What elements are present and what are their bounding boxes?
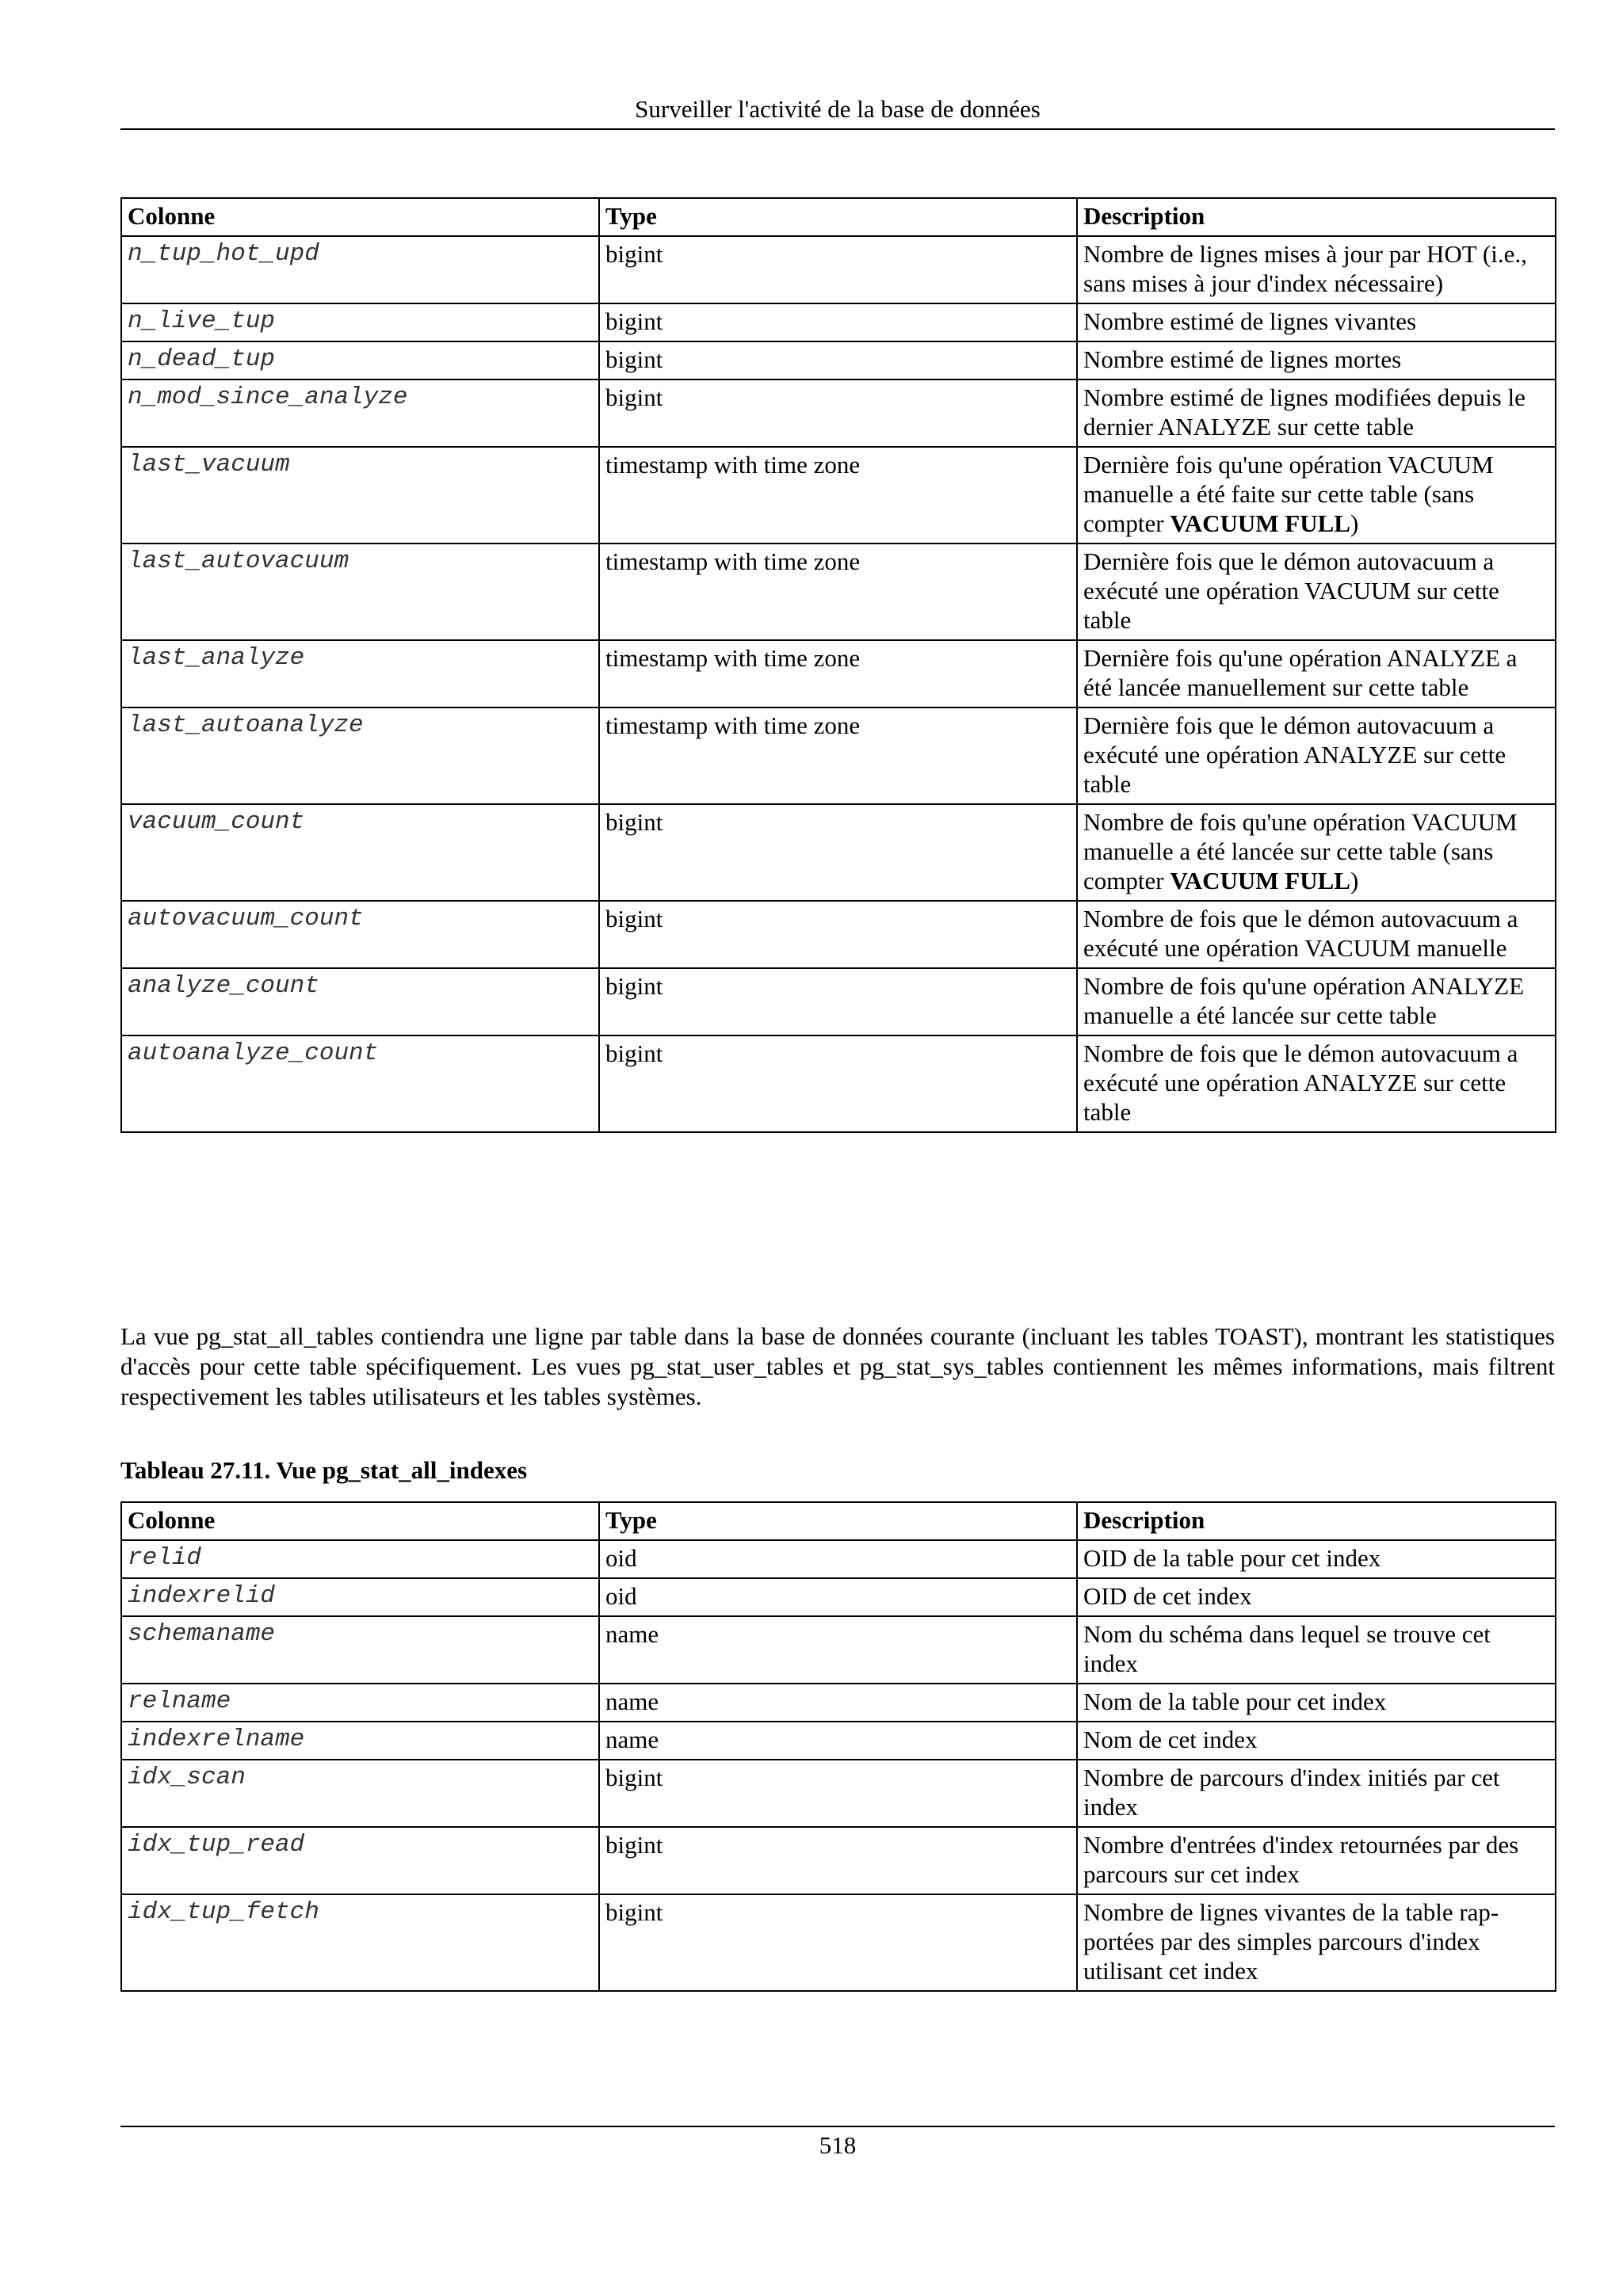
column-description: Nombre estimé de lignes mortes — [1077, 341, 1556, 379]
table-row — [121, 303, 1556, 341]
header-type: Type — [599, 198, 1077, 236]
column-type: timestamp with time zone — [599, 640, 1077, 707]
column-name: schemaname — [121, 1616, 599, 1684]
column-description: Nombre estimé de lignes vivantes — [1077, 303, 1556, 341]
column-name: vacuum_count — [121, 804, 599, 901]
column-type: bigint — [599, 1760, 1077, 1827]
header-description: Description — [1077, 198, 1556, 236]
table-header-row — [121, 1502, 1556, 1540]
column-description: Nombre d'entrées d'index retournées par des parcours sur cet index — [1077, 1827, 1556, 1894]
column-type: bigint — [599, 303, 1077, 341]
column-description: Nombre de fois que le démon autovacuum a exécuté une opération VACUUM manuelle — [1077, 901, 1556, 968]
column-name: indexrelid — [121, 1578, 599, 1616]
table-row — [121, 707, 1556, 804]
table-row — [121, 1722, 1556, 1760]
table-row — [121, 1894, 1556, 1991]
column-name: last_vacuum — [121, 447, 599, 543]
column-name: idx_scan — [121, 1760, 599, 1827]
column-type: bigint — [599, 379, 1077, 447]
table-row — [121, 901, 1556, 968]
table-row — [121, 804, 1556, 901]
column-name: n_live_tup — [121, 303, 599, 341]
column-type: bigint — [599, 236, 1077, 303]
column-description: OID de cet index — [1077, 1578, 1556, 1616]
table-row — [121, 1616, 1556, 1684]
column-description: Nombre de fois qu'une opération ANALYZE manuelle a été lancée sur cette table — [1077, 968, 1556, 1035]
table-row — [121, 1827, 1556, 1894]
body-paragraph: La vue pg_stat_all_tables contiendra une ligne par table dans la base de données courante (incluant les tables TOAST), montrant les statistiques d'accès pour cette table spécifiquement. Les vues pg_stat_user_tables et pg_stat_sys_tables contiennent les mêmes informations, mais filtrent respectivement les tables utilisateurs et les tables systèmes. — [120, 1322, 1555, 1410]
column-name: relid — [121, 1540, 599, 1578]
description-text: Nombre de fois qu'une opération VACUUM manuelle a été lancée sur cette table (sans compter — [1083, 808, 1518, 894]
column-type: name — [599, 1722, 1077, 1760]
column-description: Dernière fois que le démon autovacuum a exécuté une opération VACUUM sur cette table — [1077, 543, 1556, 640]
table-row — [121, 1578, 1556, 1616]
header-type: Type — [599, 1502, 1077, 1540]
column-description: Nombre estimé de lignes modifiées depuis le dernier ANALYZE sur cette table — [1077, 379, 1556, 447]
table-header-row — [121, 198, 1556, 236]
column-description — [1077, 447, 1556, 543]
header-rule — [120, 128, 1555, 130]
table-row — [121, 543, 1556, 640]
description-text-after: ) — [1350, 867, 1359, 894]
table-row — [121, 640, 1556, 707]
column-type: bigint — [599, 1827, 1077, 1894]
description-text: Dernière fois qu'une opération VACUUM manuelle a été faite sur cette table (sans compter — [1083, 451, 1494, 537]
column-name: relname — [121, 1684, 599, 1722]
table-row — [121, 341, 1556, 379]
column-description: Dernière fois qu'une opération ANALYZE a été lancée manuellement sur cette table — [1077, 640, 1556, 707]
column-description: Nombre de lignes mises à jour par HOT (i.e., sans mises à jour d'index nécessaire) — [1077, 236, 1556, 303]
column-type: bigint — [599, 804, 1077, 901]
column-description — [1077, 804, 1556, 901]
column-type: bigint — [599, 901, 1077, 968]
column-description: Dernière fois que le démon autovacuum a exécuté une opération ANALYZE sur cette table — [1077, 707, 1556, 804]
header-colonne: Colonne — [121, 198, 599, 236]
description-text-after: ) — [1350, 509, 1359, 537]
table-row — [121, 236, 1556, 303]
column-name: last_autoanalyze — [121, 707, 599, 804]
description-bold-term: VACUUM FULL — [1170, 867, 1350, 894]
column-name: indexrelname — [121, 1722, 599, 1760]
table-row — [121, 1684, 1556, 1722]
column-description: Nom de cet index — [1077, 1722, 1556, 1760]
column-name: last_autovacuum — [121, 543, 599, 640]
column-type: oid — [599, 1540, 1077, 1578]
column-type: name — [599, 1684, 1077, 1722]
running-head: Surveiller l'activité de la base de données — [635, 95, 1041, 123]
column-description: Nom du schéma dans lequel se trouve cet index — [1077, 1616, 1556, 1684]
table-row — [121, 968, 1556, 1035]
column-type: timestamp with time zone — [599, 447, 1077, 543]
table-row — [121, 1760, 1556, 1827]
column-type: oid — [599, 1578, 1077, 1616]
column-name: autoanalyze_count — [121, 1035, 599, 1132]
column-description: Nombre de fois que le démon autovacuum a exécuté une opération ANALYZE sur cette table — [1077, 1035, 1556, 1132]
column-name: last_analyze — [121, 640, 599, 707]
column-type: bigint — [599, 341, 1077, 379]
column-name: autovacuum_count — [121, 901, 599, 968]
column-description: Nom de la table pour cet index — [1077, 1684, 1556, 1722]
column-type: timestamp with time zone — [599, 543, 1077, 640]
column-type: name — [599, 1616, 1077, 1684]
column-name: n_dead_tup — [121, 341, 599, 379]
column-description: Nombre de lignes vivantes de la table rapportées par des simples parcours d'index utilisant cet index — [1077, 1894, 1556, 1991]
column-name: analyze_count — [121, 968, 599, 1035]
table-row — [121, 1035, 1556, 1132]
table-caption: Tableau 27.11. Vue pg_stat_all_indexes — [120, 1456, 528, 1484]
column-name: idx_tup_read — [121, 1827, 599, 1894]
column-name: n_tup_hot_upd — [121, 236, 599, 303]
column-type: bigint — [599, 1035, 1077, 1132]
table-row — [121, 447, 1556, 543]
column-description: Nombre de parcours d'index initiés par cet index — [1077, 1760, 1556, 1827]
header-colonne: Colonne — [121, 1502, 599, 1540]
column-name: idx_tup_fetch — [121, 1894, 599, 1991]
table-row — [121, 1540, 1556, 1578]
stats-tables-columns-table — [120, 197, 1556, 1133]
table-row — [121, 379, 1556, 447]
description-bold-term: VACUUM FULL — [1170, 509, 1350, 537]
footer-rule — [120, 2126, 1555, 2127]
column-name: n_mod_since_analyze — [121, 379, 599, 447]
column-type: bigint — [599, 968, 1077, 1035]
header-description: Description — [1077, 1502, 1556, 1540]
column-type: timestamp with time zone — [599, 707, 1077, 804]
column-description: OID de la table pour cet index — [1077, 1540, 1556, 1578]
page-number: 518 — [819, 2131, 857, 2159]
column-type: bigint — [599, 1894, 1077, 1991]
stats-indexes-table — [120, 1501, 1556, 1992]
